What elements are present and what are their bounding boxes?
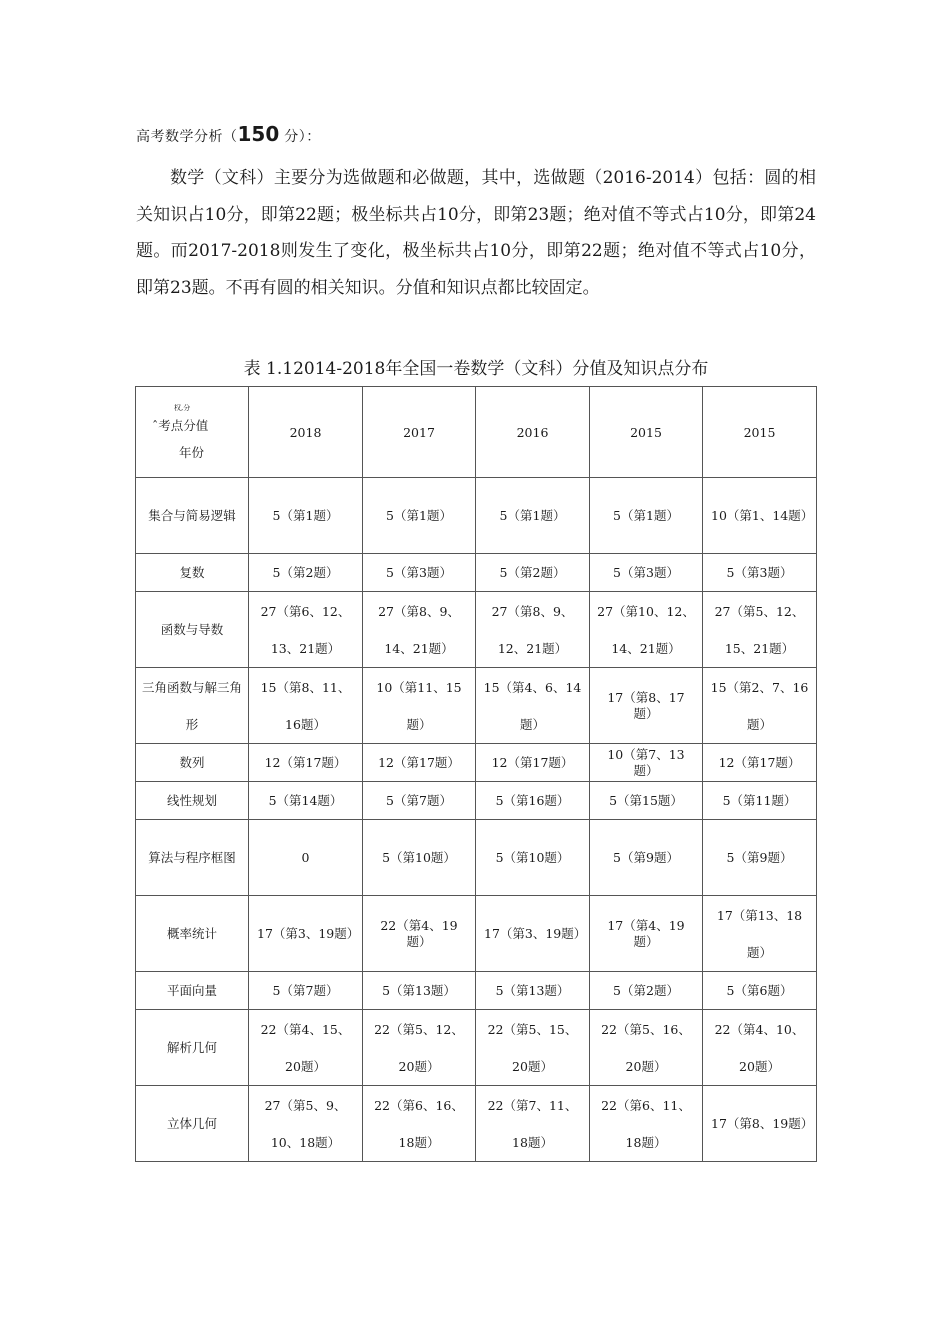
year-header: 2018 — [249, 387, 363, 478]
score-cell: 5（第1题） — [363, 478, 476, 554]
table-row — [136, 554, 817, 592]
corner-header-cell — [136, 387, 249, 478]
topic-cell: 复数 — [136, 554, 249, 592]
score-cell: 22（第5、15、20题） — [476, 1010, 590, 1086]
score-cell: 17（第8、17题） — [590, 668, 703, 744]
score-cell: 5（第15题） — [590, 782, 703, 820]
table-row — [136, 478, 817, 554]
table-row — [136, 820, 817, 896]
score-cell: 5（第16题） — [476, 782, 590, 820]
score-cell: 10（第7、13题） — [590, 744, 703, 782]
score-distribution-table — [135, 386, 817, 1162]
score-cell: 0 — [249, 820, 363, 896]
score-cell: 17（第4、19题） — [590, 896, 703, 972]
score-cell: 12（第17题） — [703, 744, 817, 782]
score-cell: 5（第9题） — [703, 820, 817, 896]
score-cell: 17（第3、19题） — [476, 896, 590, 972]
score-cell: 5（第1题） — [590, 478, 703, 554]
score-cell: 22（第5、12、20题） — [363, 1010, 476, 1086]
score-cell: 17（第3、19题） — [249, 896, 363, 972]
score-cell: 5（第3题） — [703, 554, 817, 592]
score-cell: 27（第5、9、10、18题） — [249, 1086, 363, 1162]
topic-cell: 三角函数与解三角形 — [136, 668, 249, 744]
table-row — [136, 1010, 817, 1086]
score-cell: 5（第9题） — [590, 820, 703, 896]
score-cell: 17（第8、19题） — [703, 1086, 817, 1162]
year-header: 2017 — [363, 387, 476, 478]
score-cell: 5（第6题） — [703, 972, 817, 1010]
table-header-row — [136, 387, 817, 478]
score-cell: 5（第3题） — [363, 554, 476, 592]
score-cell: 5（第13题） — [476, 972, 590, 1010]
table-row — [136, 896, 817, 972]
topic-cell: 函数与导数 — [136, 592, 249, 668]
score-cell: 5（第7题） — [249, 972, 363, 1010]
score-cell: 22（第7、11、18题） — [476, 1086, 590, 1162]
score-cell: 22（第4、19题） — [363, 896, 476, 972]
heading-suffix: 分）： — [279, 129, 321, 145]
score-cell: 27（第10、12、14、21题） — [590, 592, 703, 668]
score-cell: 22（第4、15、20题） — [249, 1010, 363, 1086]
score-cell: 22（第6、16、18题） — [363, 1086, 476, 1162]
score-cell: 5（第1题） — [249, 478, 363, 554]
score-cell: 27（第6、12、13、21题） — [249, 592, 363, 668]
topic-cell: 解析几何 — [136, 1010, 249, 1086]
score-cell: 22（第4、10、20题） — [703, 1010, 817, 1086]
score-cell: 5（第14题） — [249, 782, 363, 820]
corner-small-text: 权,分 — [174, 404, 191, 412]
score-cell: 10（第1、14题） — [703, 478, 817, 554]
score-cell: 5（第11题） — [703, 782, 817, 820]
heading-prefix: 高考数学分析（ — [136, 129, 238, 145]
intro-text: 数学（文科）主要分为选做题和必做题，其中，选做题（2016-2014）包括：圆的相关知识占10分，即第22题；极坐标共占10分，即第23题；绝对值不等式占10分，即第24题。而2017-2018则发生了变化，极坐标共占10分，即第22题；绝对值不等式占10分，即第23题。不再有圆的相关知识。分值和知识点都比较固定。 — [136, 168, 816, 298]
table-caption: 表 1.12014-2018年全国一卷数学（文科）分值及知识点分布 — [243, 359, 709, 379]
score-cell: 12（第17题） — [249, 744, 363, 782]
topic-cell: 平面向量 — [136, 972, 249, 1010]
score-cell: 5（第2题） — [249, 554, 363, 592]
score-cell: 5（第10题） — [363, 820, 476, 896]
score-cell: 17（第13、18题） — [703, 896, 817, 972]
intro-paragraph — [136, 160, 816, 306]
score-cell: 5（第2题） — [476, 554, 590, 592]
score-cell: 12（第17题） — [363, 744, 476, 782]
score-cell: 22（第6、11、18题） — [590, 1086, 703, 1162]
score-cell: 15（第8、11、16题） — [249, 668, 363, 744]
table-row — [136, 1086, 817, 1162]
year-header: 2016 — [476, 387, 590, 478]
score-cell: 27（第8、9、12、21题） — [476, 592, 590, 668]
topic-cell: 立体几何 — [136, 1086, 249, 1162]
score-cell: 5（第13题） — [363, 972, 476, 1010]
topic-cell: 概率统计 — [136, 896, 249, 972]
table-row — [136, 668, 817, 744]
score-cell: 15（第4、6、14题） — [476, 668, 590, 744]
heading-score: 150 — [237, 122, 280, 146]
score-cell: 27（第5、12、15、21题） — [703, 592, 817, 668]
table-row — [136, 592, 817, 668]
year-header: 2015 — [590, 387, 703, 478]
section-heading — [136, 122, 321, 146]
score-cell: 22（第5、16、20题） — [590, 1010, 703, 1086]
score-cell: 5（第7题） — [363, 782, 476, 820]
score-cell: 5（第3题） — [590, 554, 703, 592]
table-row — [136, 972, 817, 1010]
score-cell: 12（第17题） — [476, 744, 590, 782]
year-header: 2015 — [703, 387, 817, 478]
table-row — [136, 782, 817, 820]
table-row — [136, 744, 817, 782]
score-cell: 5（第10题） — [476, 820, 590, 896]
topic-cell: 算法与程序框图 — [136, 820, 249, 896]
corner-line1: ˆ考点分值 — [152, 418, 209, 433]
corner-line2: 年份 — [179, 445, 205, 460]
topic-cell: 数列 — [136, 744, 249, 782]
score-cell: 15（第2、7、16题） — [703, 668, 817, 744]
score-cell: 10（第11、15题） — [363, 668, 476, 744]
score-cell: 27（第8、9、14、21题） — [363, 592, 476, 668]
topic-cell: 集合与简易逻辑 — [136, 478, 249, 554]
score-cell: 5（第1题） — [476, 478, 590, 554]
score-cell: 5（第2题） — [590, 972, 703, 1010]
topic-cell: 线性规划 — [136, 782, 249, 820]
